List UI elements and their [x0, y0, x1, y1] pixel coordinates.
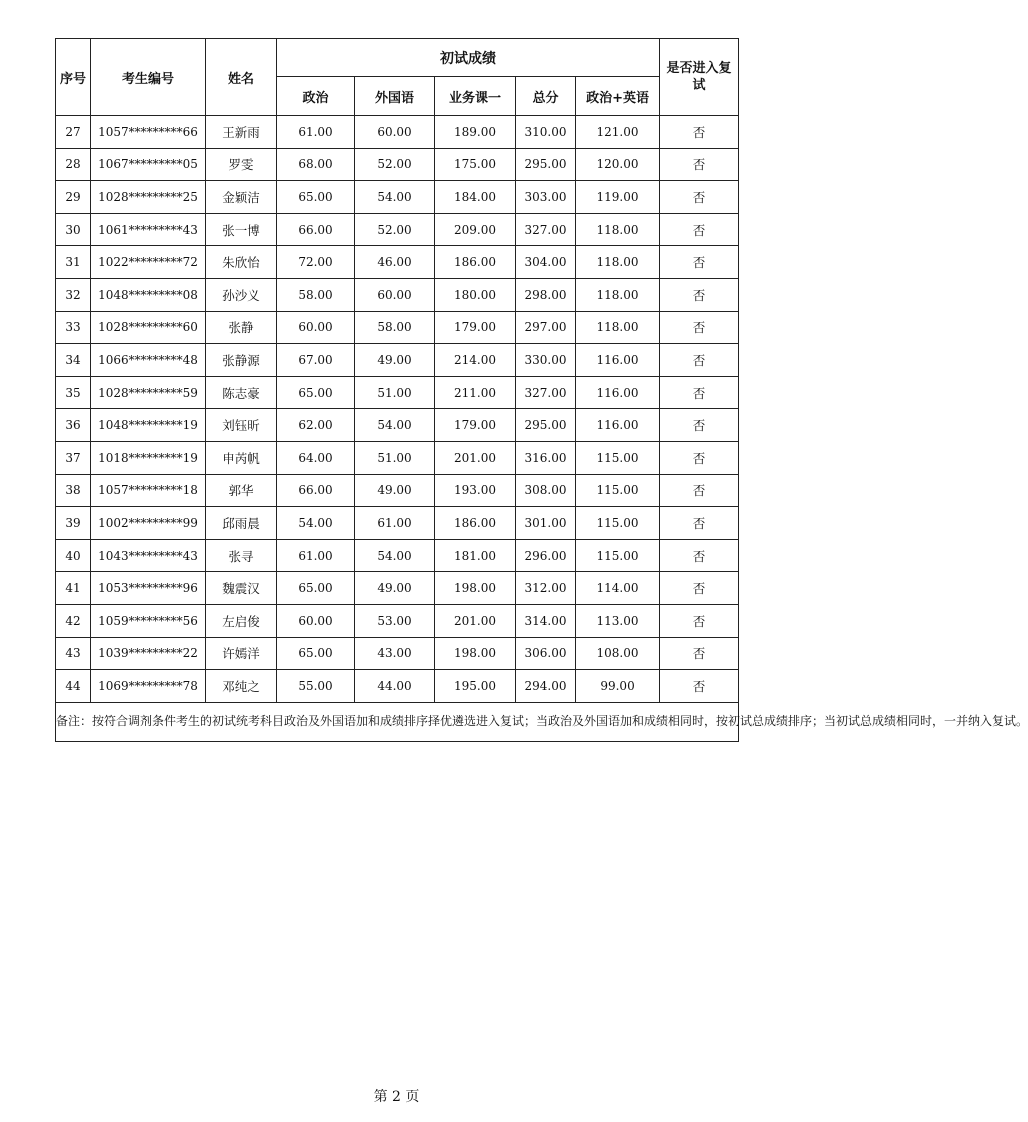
cell-seq: 36 — [56, 409, 91, 442]
page-number: 第 2 页 — [373, 1089, 420, 1105]
cell-politics: 60.00 — [277, 311, 355, 344]
cell-politics: 65.00 — [277, 572, 355, 605]
cell-total: 297.00 — [516, 311, 576, 344]
cell-foreign-language: 49.00 — [355, 474, 435, 507]
cell-exam-id: 1028*********25 — [91, 181, 206, 214]
cell-course-one: 198.00 — [435, 637, 516, 670]
cell-seq: 43 — [56, 637, 91, 670]
cell-politics-english: 116.00 — [576, 409, 660, 442]
cell-name: 朱欣怡 — [206, 246, 277, 279]
cell-retest: 否 — [660, 604, 739, 637]
cell-total: 301.00 — [516, 507, 576, 540]
cell-foreign-language: 54.00 — [355, 409, 435, 442]
cell-politics-english: 115.00 — [576, 539, 660, 572]
cell-total: 303.00 — [516, 181, 576, 214]
cell-seq: 41 — [56, 572, 91, 605]
cell-politics: 65.00 — [277, 376, 355, 409]
cell-seq: 29 — [56, 181, 91, 214]
cell-seq: 30 — [56, 213, 91, 246]
cell-politics-english: 118.00 — [576, 278, 660, 311]
cell-total: 298.00 — [516, 278, 576, 311]
cell-total: 296.00 — [516, 539, 576, 572]
cell-course-one: 180.00 — [435, 278, 516, 311]
cell-total: 295.00 — [516, 148, 576, 181]
cell-foreign-language: 58.00 — [355, 311, 435, 344]
cell-politics-english: 114.00 — [576, 572, 660, 605]
cell-course-one: 193.00 — [435, 474, 516, 507]
cell-politics-english: 121.00 — [576, 116, 660, 149]
cell-seq: 42 — [56, 604, 91, 637]
cell-exam-id: 1022*********72 — [91, 246, 206, 279]
cell-seq: 28 — [56, 148, 91, 181]
cell-politics-english: 119.00 — [576, 181, 660, 214]
cell-exam-id: 1002*********99 — [91, 507, 206, 540]
cell-name: 申芮帆 — [206, 441, 277, 474]
cell-retest: 否 — [660, 637, 739, 670]
cell-foreign-language: 53.00 — [355, 604, 435, 637]
cell-name: 魏震汉 — [206, 572, 277, 605]
cell-politics: 66.00 — [277, 213, 355, 246]
cell-politics: 62.00 — [277, 409, 355, 442]
cell-retest: 否 — [660, 116, 739, 149]
cell-course-one: 184.00 — [435, 181, 516, 214]
cell-seq: 37 — [56, 441, 91, 474]
table-row — [56, 181, 739, 214]
cell-politics-english: 118.00 — [576, 311, 660, 344]
cell-seq: 38 — [56, 474, 91, 507]
cell-total: 294.00 — [516, 670, 576, 703]
cell-course-one: 211.00 — [435, 376, 516, 409]
cell-exam-id: 1067*********05 — [91, 148, 206, 181]
cell-total: 327.00 — [516, 213, 576, 246]
cell-politics: 67.00 — [277, 344, 355, 377]
cell-course-one: 186.00 — [435, 246, 516, 279]
cell-politics-english: 108.00 — [576, 637, 660, 670]
cell-foreign-language: 54.00 — [355, 539, 435, 572]
cell-retest: 否 — [660, 181, 739, 214]
cell-retest: 否 — [660, 474, 739, 507]
table-row — [56, 441, 739, 474]
header-total: 总分 — [516, 77, 576, 116]
cell-course-one: 181.00 — [435, 539, 516, 572]
table-row — [56, 474, 739, 507]
cell-exam-id: 1048*********19 — [91, 409, 206, 442]
cell-foreign-language: 44.00 — [355, 670, 435, 703]
cell-politics-english: 115.00 — [576, 441, 660, 474]
header-course-one: 业务课一 — [435, 77, 516, 116]
table-row — [56, 311, 739, 344]
table-row — [56, 376, 739, 409]
cell-name: 张静源 — [206, 344, 277, 377]
table-row — [56, 637, 739, 670]
cell-retest: 否 — [660, 278, 739, 311]
table-row — [56, 116, 739, 149]
cell-politics: 65.00 — [277, 181, 355, 214]
cell-name: 张寻 — [206, 539, 277, 572]
cell-politics: 64.00 — [277, 441, 355, 474]
cell-name: 张一博 — [206, 213, 277, 246]
table-row — [56, 670, 739, 703]
table-row — [56, 507, 739, 540]
cell-course-one: 214.00 — [435, 344, 516, 377]
cell-politics: 58.00 — [277, 278, 355, 311]
cell-foreign-language: 61.00 — [355, 507, 435, 540]
cell-seq: 27 — [56, 116, 91, 149]
header-seq: 序号 — [56, 39, 91, 116]
cell-seq: 35 — [56, 376, 91, 409]
cell-retest: 否 — [660, 441, 739, 474]
cell-foreign-language: 52.00 — [355, 148, 435, 181]
cell-foreign-language: 43.00 — [355, 637, 435, 670]
cell-retest: 否 — [660, 213, 739, 246]
cell-total: 316.00 — [516, 441, 576, 474]
cell-politics: 65.00 — [277, 637, 355, 670]
cell-retest: 否 — [660, 572, 739, 605]
cell-total: 310.00 — [516, 116, 576, 149]
cell-name: 邓纯之 — [206, 670, 277, 703]
cell-politics: 66.00 — [277, 474, 355, 507]
cell-politics: 55.00 — [277, 670, 355, 703]
cell-course-one: 179.00 — [435, 311, 516, 344]
cell-exam-id: 1053*********96 — [91, 572, 206, 605]
cell-seq: 33 — [56, 311, 91, 344]
cell-course-one: 201.00 — [435, 441, 516, 474]
cell-total: 312.00 — [516, 572, 576, 605]
cell-total: 304.00 — [516, 246, 576, 279]
cell-foreign-language: 51.00 — [355, 376, 435, 409]
cell-foreign-language: 46.00 — [355, 246, 435, 279]
cell-exam-id: 1057*********66 — [91, 116, 206, 149]
cell-politics-english: 118.00 — [576, 246, 660, 279]
header-politics-english: 政治+英语 — [576, 77, 660, 116]
cell-name: 金颖洁 — [206, 181, 277, 214]
table-row — [56, 604, 739, 637]
header-foreign-language: 外国语 — [355, 77, 435, 116]
cell-retest: 否 — [660, 148, 739, 181]
cell-exam-id: 1069*********78 — [91, 670, 206, 703]
table-row — [56, 246, 739, 279]
cell-seq: 34 — [56, 344, 91, 377]
cell-politics-english: 120.00 — [576, 148, 660, 181]
cell-name: 左启俊 — [206, 604, 277, 637]
cell-course-one: 186.00 — [435, 507, 516, 540]
cell-foreign-language: 60.00 — [355, 278, 435, 311]
cell-foreign-language: 49.00 — [355, 344, 435, 377]
cell-exam-id: 1039*********22 — [91, 637, 206, 670]
cell-total: 314.00 — [516, 604, 576, 637]
cell-course-one: 209.00 — [435, 213, 516, 246]
cell-politics-english: 116.00 — [576, 376, 660, 409]
table-row — [56, 409, 739, 442]
cell-total: 327.00 — [516, 376, 576, 409]
table-row — [56, 344, 739, 377]
cell-politics: 54.00 — [277, 507, 355, 540]
cell-seq: 40 — [56, 539, 91, 572]
cell-politics: 60.00 — [277, 604, 355, 637]
table-row — [56, 148, 739, 181]
cell-course-one: 189.00 — [435, 116, 516, 149]
cell-politics-english: 116.00 — [576, 344, 660, 377]
cell-name: 罗雯 — [206, 148, 277, 181]
cell-course-one: 201.00 — [435, 604, 516, 637]
cell-retest: 否 — [660, 311, 739, 344]
header-name: 姓名 — [206, 39, 277, 116]
cell-exam-id: 1059*********56 — [91, 604, 206, 637]
cell-total: 306.00 — [516, 637, 576, 670]
cell-course-one: 175.00 — [435, 148, 516, 181]
cell-exam-id: 1028*********59 — [91, 376, 206, 409]
cell-retest: 否 — [660, 344, 739, 377]
cell-name: 邱雨晨 — [206, 507, 277, 540]
remarks-note: 备注：按符合调剂条件考生的初试统考科目政治及外国语加和成绩排序择优遴选进入复试；当政治及外国语加和成绩相同时，按初试总成绩排序；当初试总成绩相同时，一并纳入复试。 — [56, 702, 739, 741]
header-initial-scores: 初试成绩 — [277, 39, 660, 77]
table-row — [56, 572, 739, 605]
cell-politics-english: 99.00 — [576, 670, 660, 703]
cell-exam-id: 1048*********08 — [91, 278, 206, 311]
cell-total: 295.00 — [516, 409, 576, 442]
cell-foreign-language: 60.00 — [355, 116, 435, 149]
cell-politics: 68.00 — [277, 148, 355, 181]
cell-foreign-language: 49.00 — [355, 572, 435, 605]
cell-politics-english: 113.00 — [576, 604, 660, 637]
cell-name: 张静 — [206, 311, 277, 344]
table-row — [56, 278, 739, 311]
cell-seq: 44 — [56, 670, 91, 703]
cell-total: 330.00 — [516, 344, 576, 377]
cell-retest: 否 — [660, 409, 739, 442]
cell-exam-id: 1018*********19 — [91, 441, 206, 474]
table-row — [56, 213, 739, 246]
cell-retest: 否 — [660, 507, 739, 540]
header-retest: 是否进入复试 — [660, 39, 739, 116]
cell-foreign-language: 51.00 — [355, 441, 435, 474]
cell-name: 许嫣洋 — [206, 637, 277, 670]
cell-total: 308.00 — [516, 474, 576, 507]
cell-course-one: 179.00 — [435, 409, 516, 442]
cell-exam-id: 1028*********60 — [91, 311, 206, 344]
cell-politics-english: 118.00 — [576, 213, 660, 246]
cell-politics: 61.00 — [277, 539, 355, 572]
cell-seq: 39 — [56, 507, 91, 540]
header-exam-id: 考生编号 — [91, 39, 206, 116]
cell-foreign-language: 52.00 — [355, 213, 435, 246]
cell-name: 刘钰昕 — [206, 409, 277, 442]
cell-retest: 否 — [660, 670, 739, 703]
cell-politics-english: 115.00 — [576, 474, 660, 507]
cell-retest: 否 — [660, 246, 739, 279]
cell-retest: 否 — [660, 539, 739, 572]
cell-exam-id: 1057*********18 — [91, 474, 206, 507]
cell-exam-id: 1066*********48 — [91, 344, 206, 377]
cell-politics: 72.00 — [277, 246, 355, 279]
cell-name: 陈志豪 — [206, 376, 277, 409]
cell-exam-id: 1043*********43 — [91, 539, 206, 572]
score-table — [55, 38, 1028, 742]
cell-course-one: 195.00 — [435, 670, 516, 703]
header-politics: 政治 — [277, 77, 355, 116]
cell-exam-id: 1061*********43 — [91, 213, 206, 246]
cell-seq: 32 — [56, 278, 91, 311]
cell-course-one: 198.00 — [435, 572, 516, 605]
cell-name: 郭华 — [206, 474, 277, 507]
cell-foreign-language: 54.00 — [355, 181, 435, 214]
cell-retest: 否 — [660, 376, 739, 409]
cell-politics-english: 115.00 — [576, 507, 660, 540]
cell-politics: 61.00 — [277, 116, 355, 149]
table-row — [56, 539, 739, 572]
cell-name: 王新雨 — [206, 116, 277, 149]
cell-name: 孙沙义 — [206, 278, 277, 311]
cell-seq: 31 — [56, 246, 91, 279]
